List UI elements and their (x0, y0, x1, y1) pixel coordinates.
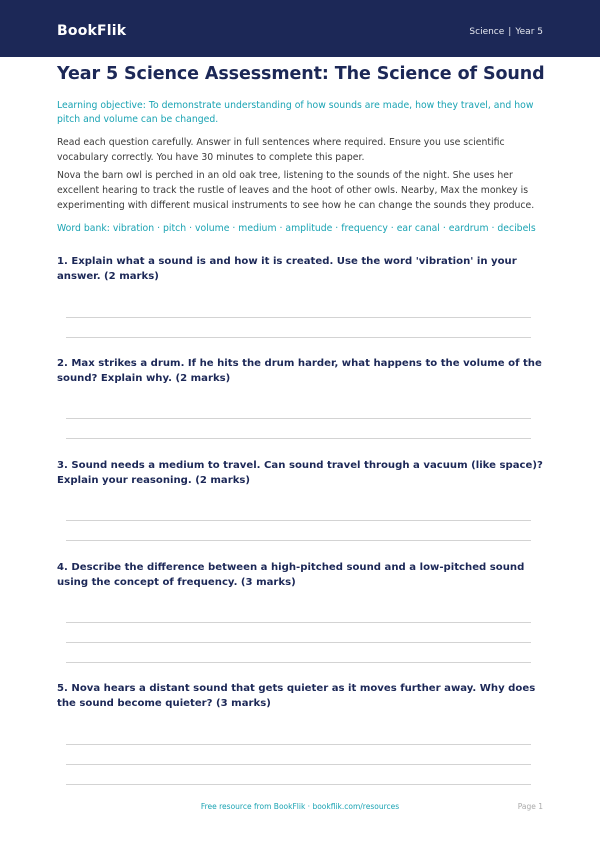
question-3: 3. Sound needs a medium to travel. Can sound travel through a vacuum (like space)? Explain your reasoning. (2 marks) (57, 460, 543, 486)
answer-line[interactable] (66, 438, 531, 439)
answer-line[interactable] (66, 764, 531, 765)
footer-link[interactable]: Free resource from BookFlik · bookflik.com/resources (200, 802, 400, 811)
answer-line[interactable] (66, 744, 531, 745)
answer-line[interactable] (66, 642, 531, 643)
page-number: Page 1 (517, 802, 543, 811)
page-title: Year 5 Science Assessment: The Science of Sound (57, 64, 545, 84)
page-header (0, 0, 600, 57)
answer-line[interactable] (66, 418, 531, 419)
story-paragraph: Nova the barn owl is perched in an old oak tree, listening to the sounds of the night. She uses her excellent hearing to track the rustle of leaves and the hoot of other owls. Nearby, Max the monkey is experimenting with different musical instruments to see how he can change the sounds they produce. (57, 170, 535, 211)
answer-line[interactable] (66, 540, 531, 541)
question-5: 5. Nova hears a distant sound that gets quieter as it moves further away. Why does the sound become quieter? (3 marks) (57, 683, 536, 709)
answer-line[interactable] (66, 622, 531, 623)
brand-logo[interactable]: BookFlik (57, 23, 127, 39)
subject-breadcrumb (469, 27, 543, 37)
breadcrumb-separator: | (508, 27, 512, 37)
instructions-paragraph: Read each question carefully. Answer in full sentences where required. Ensure you use scientific vocabulary correctly. You have 30 minutes to complete this paper. (57, 137, 505, 163)
answer-line[interactable] (66, 784, 531, 785)
year-label: Year 5 (515, 27, 543, 37)
answer-line[interactable] (66, 662, 531, 663)
word-bank: Word bank: vibration · pitch · volume · medium · amplitude · frequency · ear canal · eardrum · decibels (57, 223, 536, 234)
question-4: 4. Describe the difference between a high-pitched sound and a low-pitched sound using the concept of frequency. (3 marks) (57, 562, 525, 588)
learning-objective: Learning objective: To demonstrate understanding of how sounds are made, how they travel, and how pitch and volume can be changed. (57, 100, 534, 125)
question-1: 1. Explain what a sound is and how it is created. Use the word 'vibration' in your answer. (2 marks) (57, 256, 517, 282)
answer-line[interactable] (66, 520, 531, 521)
question-2: 2. Max strikes a drum. If he hits the drum harder, what happens to the volume of the sound? Explain why. (2 marks) (57, 358, 542, 384)
subject-label: Science (469, 27, 505, 37)
answer-line[interactable] (66, 337, 531, 338)
answer-line[interactable] (66, 317, 531, 318)
